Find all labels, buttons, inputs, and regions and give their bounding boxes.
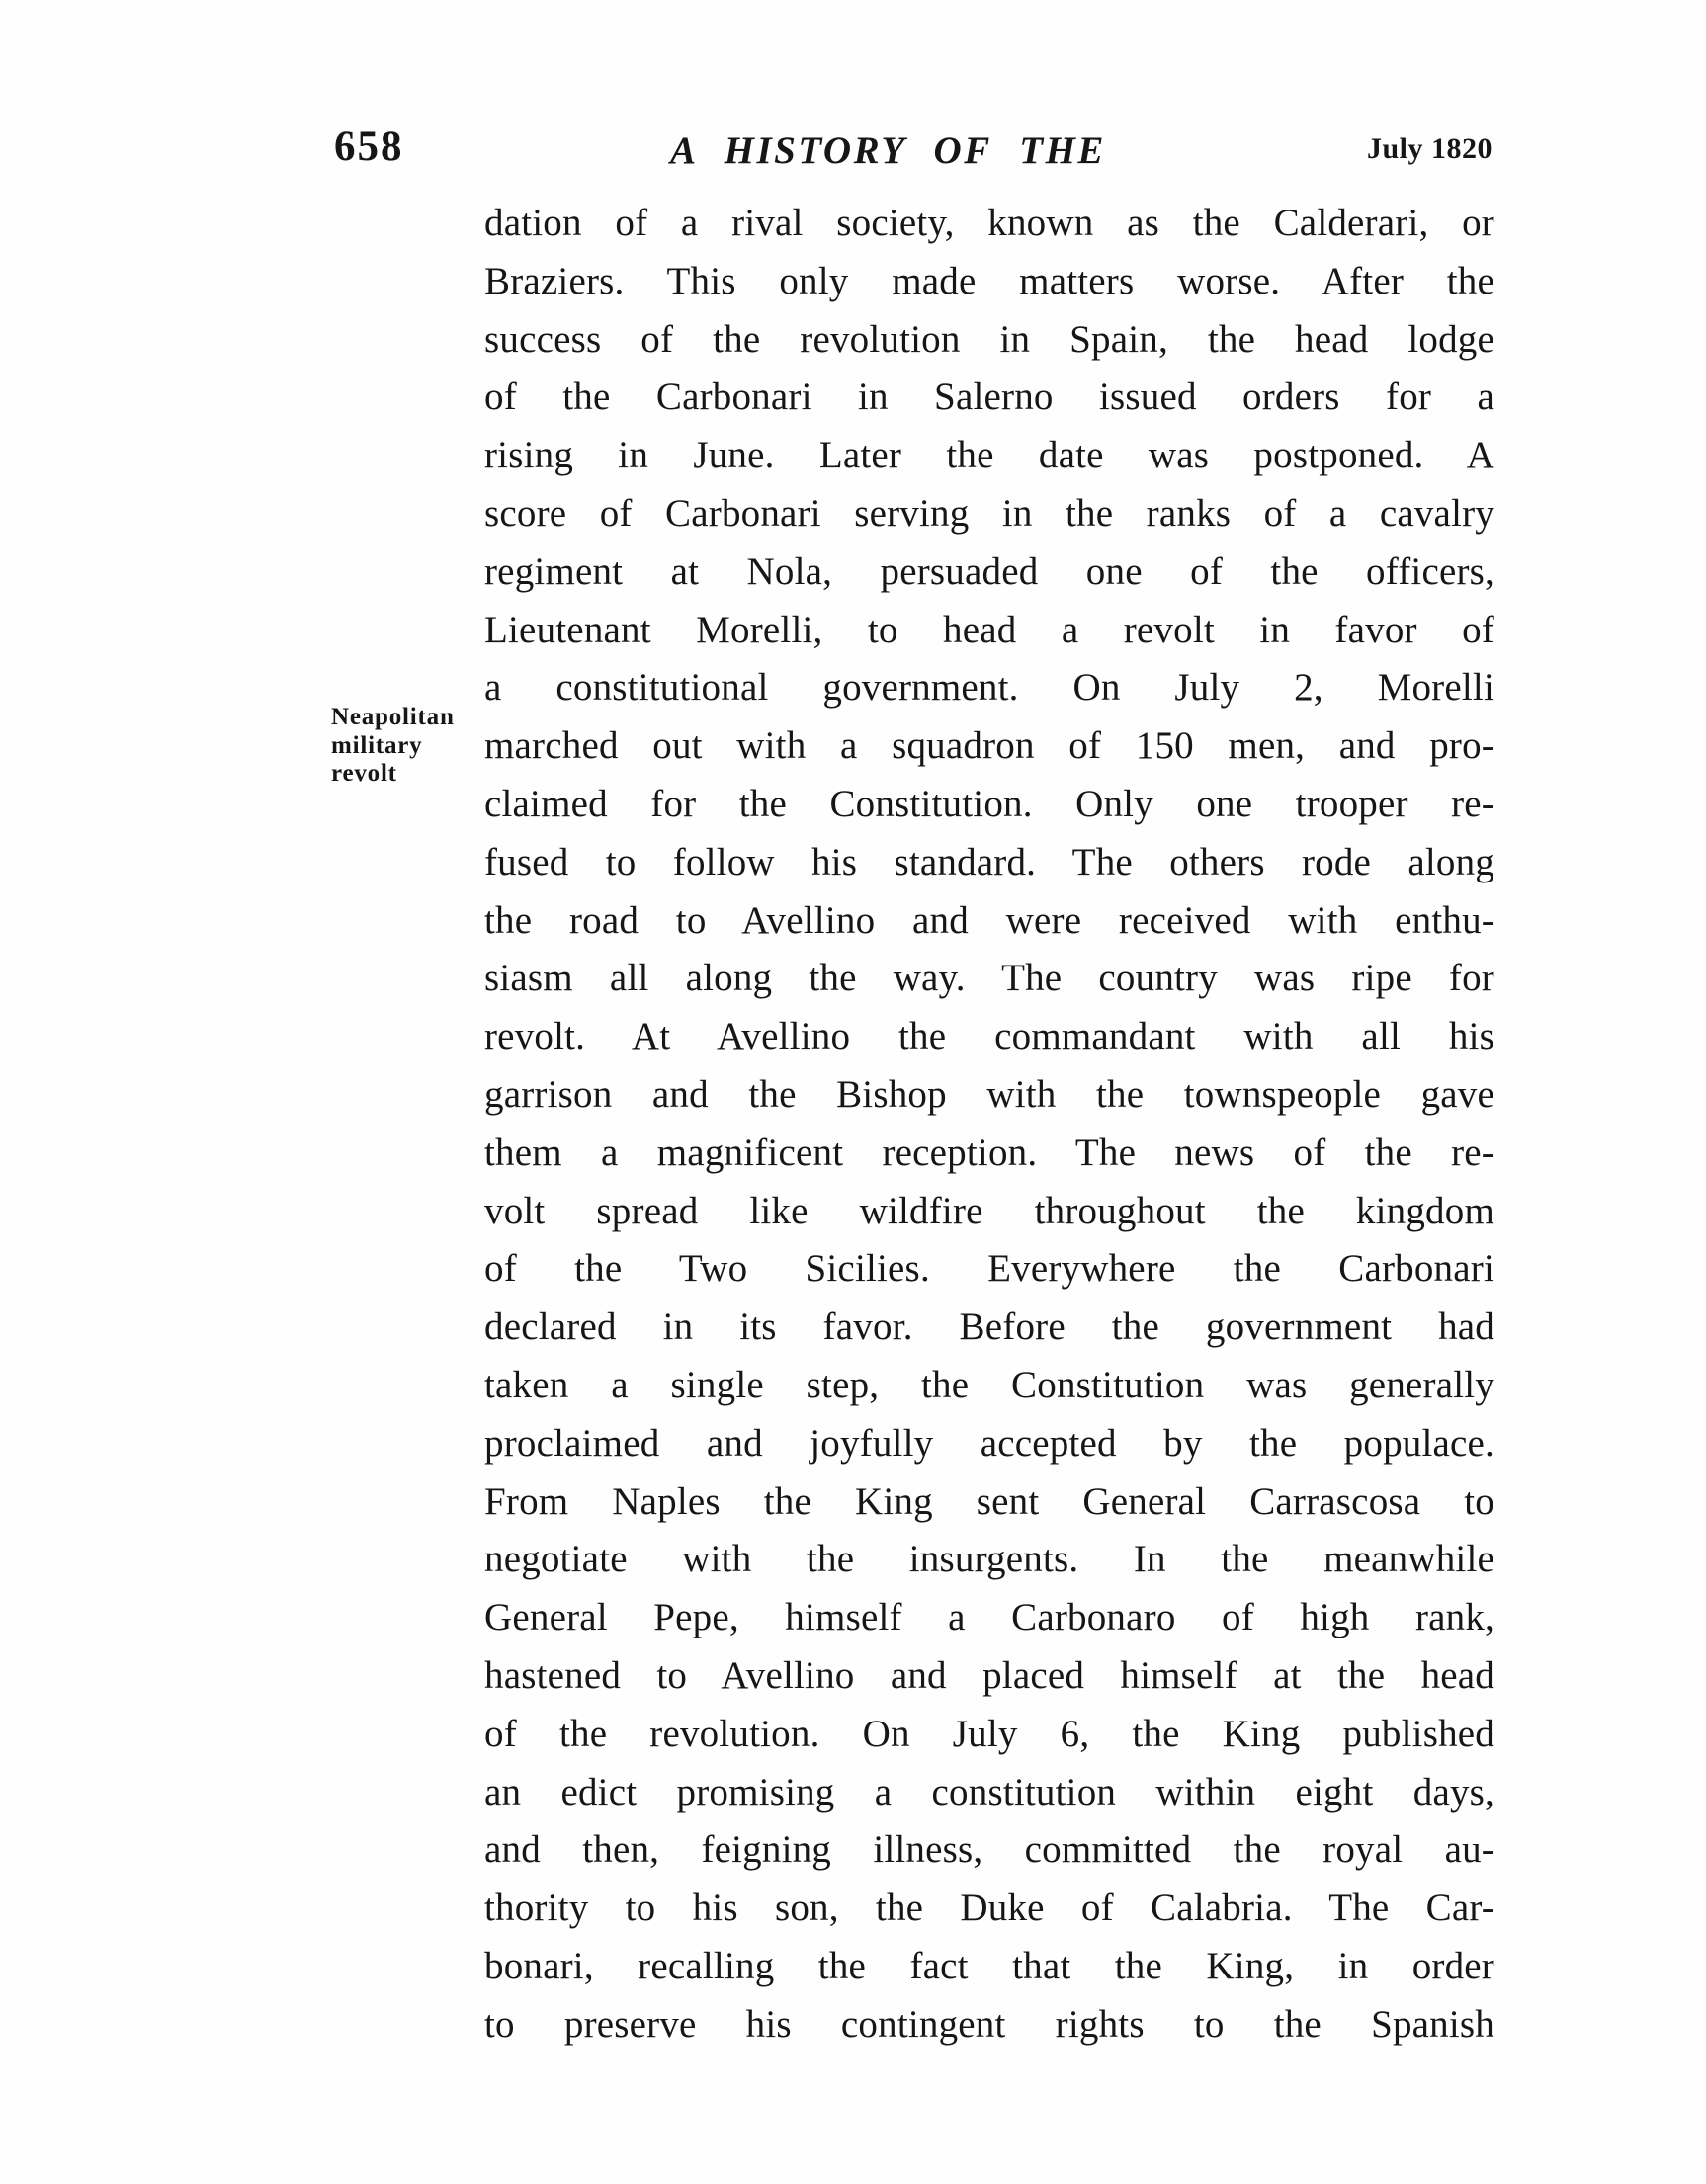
body-text-line: success of the revolution in Spain, the head lodge	[484, 317, 1494, 361]
body-text-line: fused to follow his standard. The others rode along	[484, 840, 1494, 883]
body-text-line: proclaimed and joyfully accepted by the populace.	[484, 1421, 1494, 1465]
body-text-line: of the Two Sicilies. Everywhere the Carbonari	[484, 1247, 1494, 1291]
body-text-line: taken a single step, the Constitution was generally	[484, 1363, 1494, 1406]
body-text-line: thority to his son, the Duke of Calabria. The Car-	[484, 1887, 1494, 1930]
body-text-line: of the Carbonari in Salerno issued orders for a	[484, 376, 1494, 419]
issue-date: July 1820	[1367, 132, 1493, 165]
body-text-line: rising in June. Later the date was postponed. A	[484, 434, 1494, 477]
body-text-line: and then, feigning illness, committed the royal au-	[484, 1828, 1494, 1872]
body-text-line: score of Carbonari serving in the ranks of a cavalry	[484, 491, 1494, 535]
running-title: A HISTORY OF THE	[670, 129, 1106, 172]
margin-note-line: revolt	[331, 760, 397, 788]
body-text-line: bonari, recalling the fact that the King, in order	[484, 1944, 1494, 1987]
body-text-line: garrison and the Bishop with the townspeople gave	[484, 1072, 1494, 1116]
body-text-line: declared in its favor. Before the government had	[484, 1305, 1494, 1349]
margin-note-line: Neapolitan	[331, 704, 455, 730]
body-text-line: siasm all along the way. The country was ripe for	[484, 957, 1494, 1000]
margin-note	[331, 704, 499, 789]
body-text-line: of the revolution. On July 6, the King published	[484, 1712, 1494, 1755]
body-text-line: negotiate with the insurgents. In the meanwhile	[484, 1538, 1494, 1581]
body-text-line: the road to Avellino and were received with enthu-	[484, 898, 1494, 942]
body-text-line: claimed for the Constitution. Only one trooper re-	[484, 782, 1494, 825]
body-text-line: Braziers. This only made matters worse. After the	[484, 259, 1494, 302]
body-text-line: General Pepe, himself a Carbonaro of high rank,	[484, 1596, 1494, 1639]
page-number: 658	[334, 124, 404, 170]
body-text-line: a constitutional government. On July 2, Morelli	[484, 666, 1494, 710]
body-text-line: dation of a rival society, known as the Calderari, or	[484, 202, 1494, 244]
body-text-line: them a magnificent reception. The news of the re-	[484, 1131, 1494, 1174]
body-text-line: regiment at Nola, persuaded one of the officers,	[484, 549, 1494, 593]
body-text-line: hastened to Avellino and placed himself at the head	[484, 1653, 1494, 1697]
body-text-line: to preserve his contingent rights to the Spanish	[484, 2002, 1494, 2046]
margin-note-line: military	[331, 731, 423, 759]
body-text-line: revolt. At Avellino the commandant with all his	[484, 1015, 1494, 1058]
body-text-line: From Naples the King sent General Carrascosa to	[484, 1479, 1494, 1523]
body-text-line: Lieutenant Morelli, to head a revolt in favor of	[484, 608, 1494, 651]
body-text-line: an edict promising a constitution within eight days,	[484, 1770, 1494, 1813]
body-text-line: marched out with a squadron of 150 men, and pro-	[484, 724, 1494, 768]
body-text	[484, 195, 1494, 2055]
body-text-line: volt spread like wildfire throughout the kingdom	[484, 1189, 1494, 1232]
